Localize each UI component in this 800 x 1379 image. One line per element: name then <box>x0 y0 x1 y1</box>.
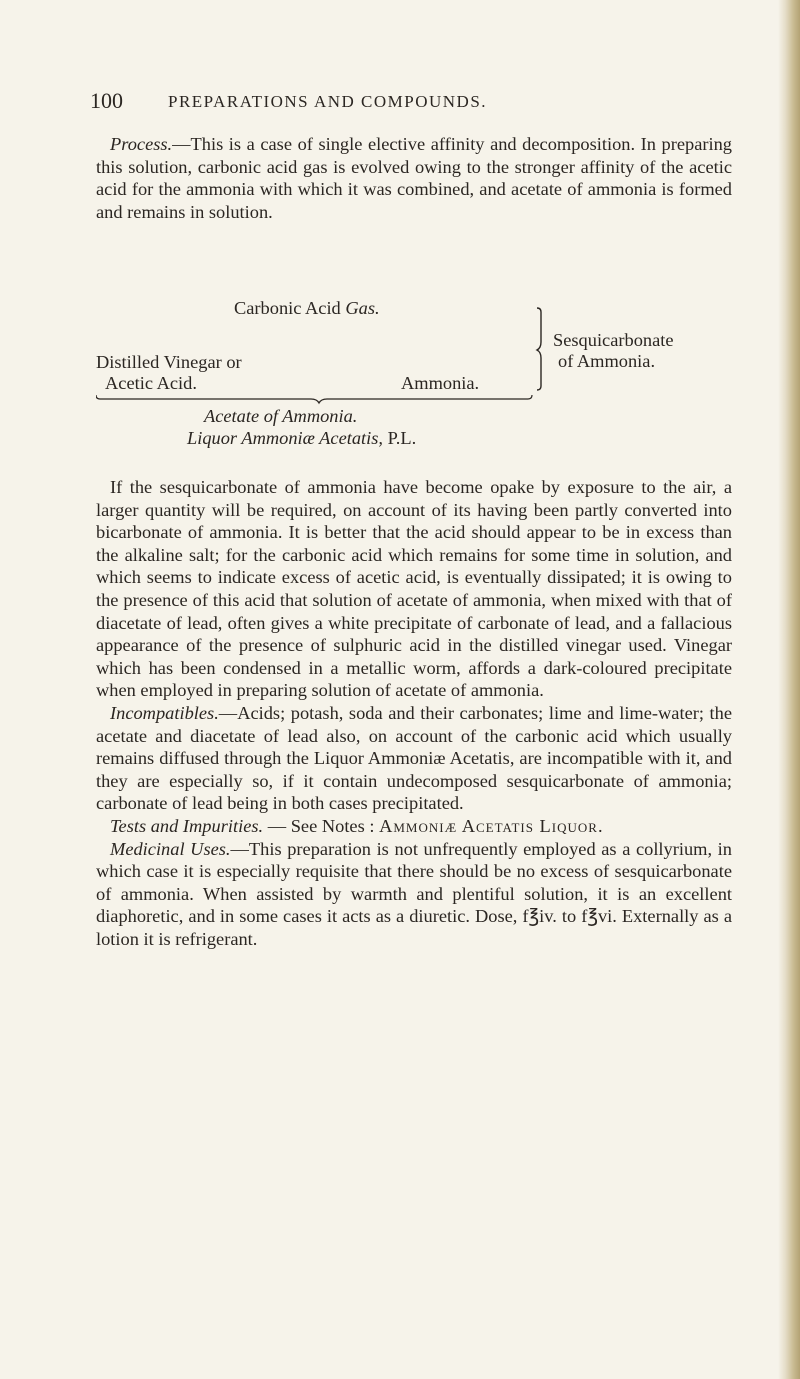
reaction-diagram <box>96 298 732 448</box>
sesquicarbonate-label-1: Sesquicarbonate <box>553 330 674 350</box>
carbonic-acid-label: Carbonic Acid Gas. <box>234 298 380 318</box>
process-paragraph <box>96 133 732 223</box>
tests-reference: Ammoniæ Acetatis Liquor. <box>379 815 604 836</box>
main-text <box>96 476 732 950</box>
product-acetate-label: Acetate of Ammonia. <box>204 406 358 426</box>
vinegar-label-1: Distilled Vinegar or <box>96 352 242 372</box>
page-edge-shadow <box>778 0 800 1379</box>
tests-paragraph: Tests and Impurities. — See Notes : Ammoniæ Acetatis Liquor. <box>110 815 604 836</box>
product-liquor-label: Liquor Ammoniæ Acetatis, P.L. <box>187 428 417 448</box>
uses-paragraph: Medicinal Uses.—This preparation is not unfrequently employed as a collyrium, in which case it is especially requisite that there should be no excess of sesquicarbonate of ammonia. When assisted by warmth and plentiful solution, it is an excellent diaphoretic, and in some cases it acts as a diuretic. Dose, f℥iv. to f℥vi. Externally as a lotion it is refrigerant. <box>96 838 732 949</box>
page-number: 100 <box>90 88 123 113</box>
opake-paragraph: If the sesquicarbonate of ammonia have become opake by exposure to the air, a larger quantity will be required, on account of its having been partly converted into bicarbonate of ammonia. It is better that the acid should appear to be in excess than the alkaline salt; for the carbonic acid which remains for some time in solution, and which seems to indicate excess of acetic acid, is eventually dissipated; it is owing to the presence of this acid that solution of acetate of ammonia, when mixed with that of diacetate of lead, often gives a white precipitate of carbonate of lead, and a fallacious appearance of the presence of sulphuric acid in the distilled vinegar used. Vinegar which has been condensed in a metallic worm, affords a dark-coloured precipitate when employed in preparing solution of acetate of ammonia. <box>96 477 732 701</box>
sesquicarbonate-label-2: of Ammonia. <box>558 351 656 371</box>
running-head: PREPARATIONS AND COMPOUNDS. <box>168 92 488 111</box>
incompatibles-paragraph: Incompatibles.—Acids; potash, soda and their carbonates; lime and lime-water; the acetate and diacetate of lead also, on account of the carbonic acid which usually remains diffused through the Liquor Ammoniæ Acetatis, are incompatible with it, and they are especially so, if it contain undecomposed sesquicarbonate of ammonia; carbonate of lead being in both cases precipitated. <box>96 702 732 814</box>
vinegar-label-2: Acetic Acid. <box>105 373 197 393</box>
process-text: —This is a case of single elective affinity and decomposition. In preparing this solution, carbonic acid gas is evolved owing to the stronger affinity of the acetic acid for the ammonia with which it was combined, and acetate of ammonia is formed and remains in solution. <box>96 134 732 222</box>
process-lead: Process. <box>110 134 173 154</box>
ammonia-label: Ammonia. <box>401 373 480 393</box>
